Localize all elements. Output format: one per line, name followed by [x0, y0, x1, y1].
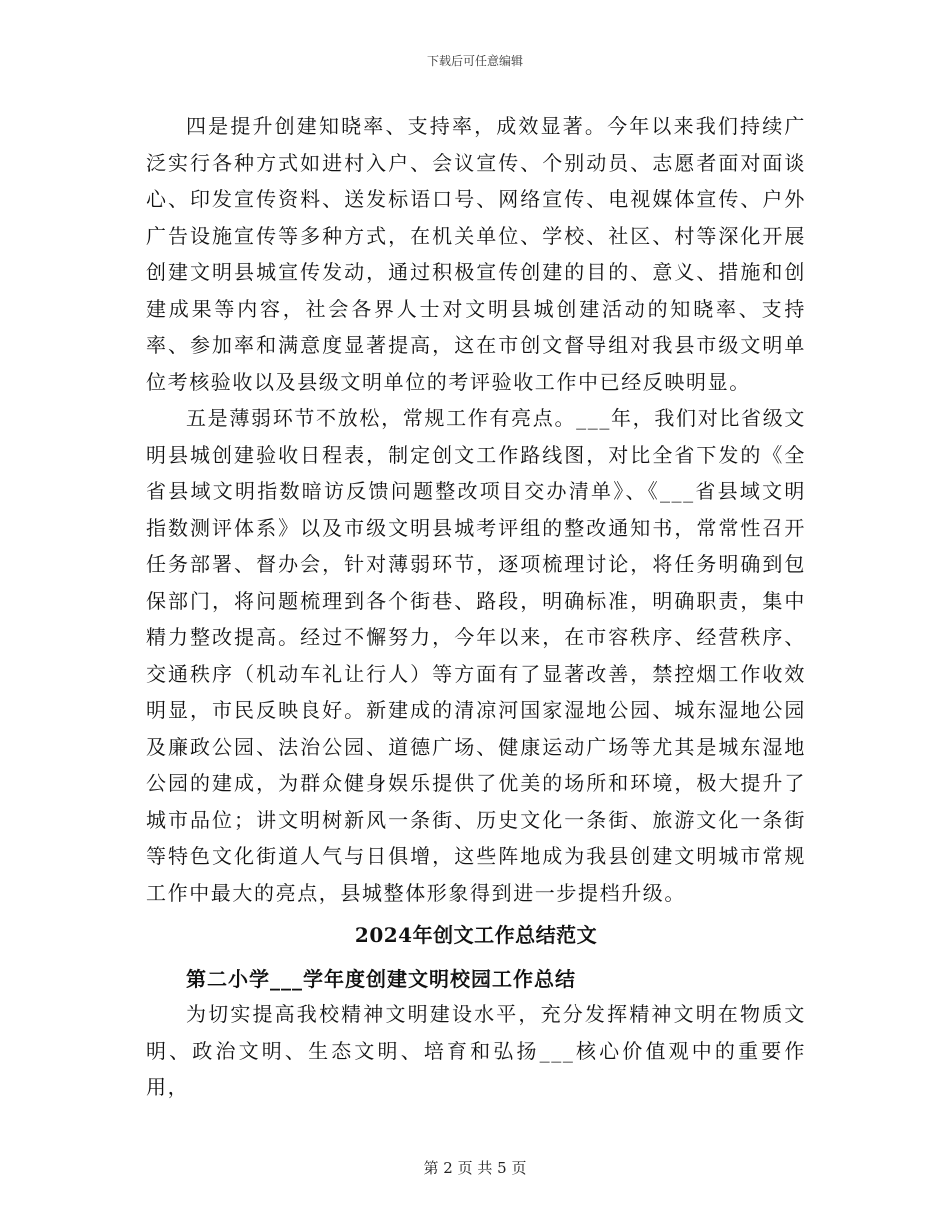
closing-paragraph: 为切实提高我校精神文明建设水平，充分发挥精神文明在物质文明、政治文明、生态文明、培育和弘扬___核心价值观中的重要作用，	[146, 1002, 806, 1099]
page-header: 下载后可任意编辑	[426, 54, 523, 68]
document-body	[146, 108, 806, 1106]
sub-title: 第二小学___学年度创建文明校园工作总结	[186, 967, 576, 991]
section-title: 2024年创文工作总结范文	[354, 923, 598, 947]
page-footer: 第 2 页 共 5 页	[423, 1159, 527, 1177]
paragraph-five: 五是薄弱环节不放松，常规工作有亮点。___年，我们对比省级文明县城创建验收日程表，制定创文工作路线图，对比全省下发的《全省县域文明指数暗访反馈问题整改项目交办清单》、《___省县域文明指数测评体系》以及市级文明县城考评组的整改通知书，常常性召开任务部署、督办会，针对薄弱环节，逐项梳理讨论，将任务明确到包保部门，将问题梳理到各个街巷、路段，明确标准，明确职责，集中精力整改提高。经过不懈努力，今年以来，在市容秩序、经营秩序、交通秩序（机动车礼让行人）等方面有了显著改善，禁控烟工作收效明显，市民反映良好。新建成的清凉河国家湿地公园、城东湿地公园及廉政公园、法治公园、道德广场、健康运动广场等尤其是城东湿地公园的建成，为群众健身娱乐提供了优美的场所和环境，极大提升了城市品位；讲文明树新风一条街、历史文化一条街、旅游文化一条街等特色文化街道人气与日俱增，这些阵地成为我县创建文明城市常规工作中最大的亮点，县城整体形象得到进一步提档升级。	[146, 406, 806, 905]
paragraph-four: 四是提升创建知晓率、支持率，成效显著。今年以来我们持续广泛实行各种方式如进村入户、会议宣传、个别动员、志愿者面对面谈心、印发宣传资料、送发标语口号、网络宣传、电视媒体宣传、户外广告设施宣传等多种方式，在机关单位、学校、社区、村等深化开展创建文明县城宣传发动，通过积极宣传创建的目的、意义、措施和创建成果等内容，社会各界人士对文明县城创建活动的知晓率、支持率、参加率和满意度显著提高，这在市创文督导组对我县市级文明单位考核验收以及县级文明单位的考评验收工作中已经反映明显。	[146, 114, 806, 394]
